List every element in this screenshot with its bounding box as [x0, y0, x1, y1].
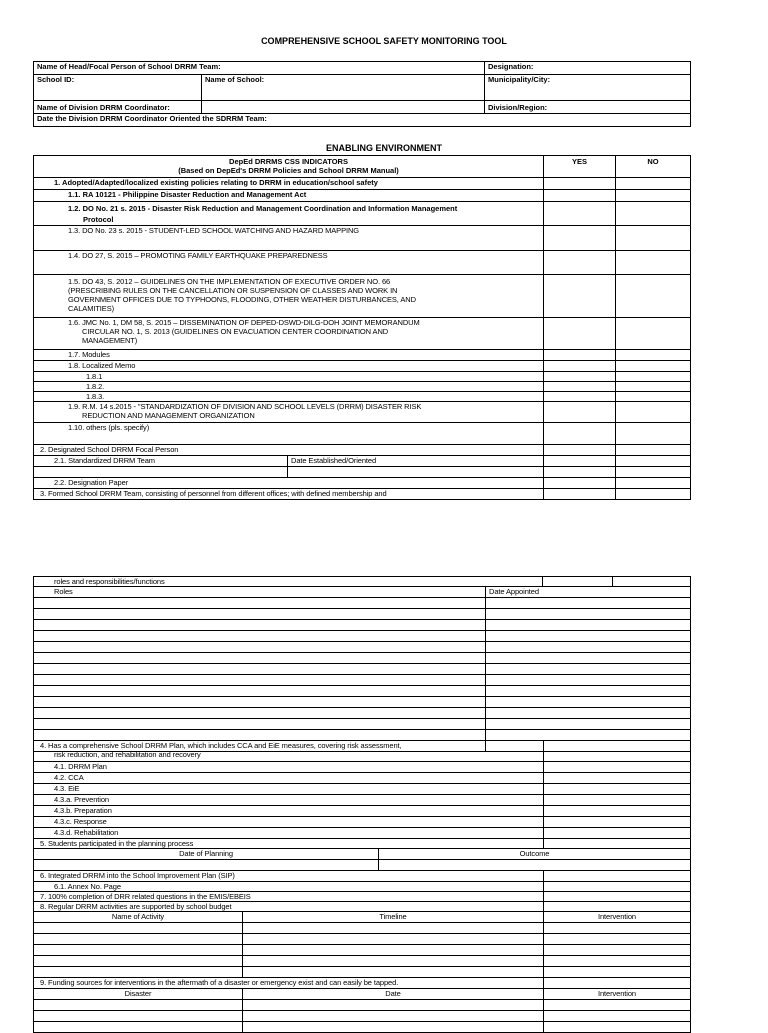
table-row: [34, 860, 691, 871]
date-appointed-field[interactable]: [486, 609, 691, 620]
table-row: [34, 719, 691, 730]
no-checkbox[interactable]: [616, 392, 691, 402]
table-row: 7. 100% completion of DRR related questions in the EMIS/EBEIS: [34, 892, 691, 902]
table-row: 1.5. DO 43, S. 2012 – GUIDELINES ON THE IMPLEMENTATION OF EXECUTIVE ORDER NO. 66 (PRESCRIBING RULES ON THE CANCELLATION OR SUSPENSION OF CLASSES AND WORK IN GOVERNMENT OFFICES DUE TO TYPHOONS, FLOODING, OTHER WEATHER DISTURBANCES, AND CALAMITIES): [34, 275, 691, 318]
roles-table: [33, 576, 691, 752]
timeline-field[interactable]: [243, 923, 544, 934]
table-row: 1.7. Modules: [34, 350, 691, 361]
yes-checkbox[interactable]: [544, 423, 616, 445]
table-row: [34, 1000, 691, 1011]
table-row: 2. Designated School DRRM Focal Person: [34, 445, 691, 456]
date-appointed-field[interactable]: [486, 642, 691, 653]
outcome-field[interactable]: [379, 860, 691, 871]
date-appointed-field[interactable]: [486, 719, 691, 730]
table-row: [34, 934, 691, 945]
indicators-header: DepEd DRRMS CSS INDICATORS: [229, 157, 348, 166]
intervention-header-2: Intervention: [544, 989, 691, 1000]
indicators-table: [33, 155, 691, 500]
table-row: [34, 664, 691, 675]
outcome-header: Outcome: [379, 849, 691, 860]
yes-checkbox[interactable]: [544, 251, 616, 275]
division-coordinator-label: Name of Division DRRM Coordinator:: [34, 101, 202, 114]
yes-checkbox[interactable]: [544, 190, 616, 202]
table-row: [34, 686, 691, 697]
head-focal-person-field[interactable]: Name of Head/Focal Person of School DRRM Team:: [34, 62, 485, 75]
table-row: 1.6. JMC No. 1, DM 58, S. 2015 – DISSEMINATION OF DEPED-DSWD-DILG-DOH JOINT MEMORANDUM CIRCULAR NO. 1, S. 2013 (GUIDELINES ON EVACUATION CENTER COORDINATION AND MANAGEMENT): [34, 318, 691, 350]
table-row: [34, 967, 691, 978]
table-header-row: [34, 156, 691, 178]
table-row: 1.2. DO No. 21 s. 2015 - Disaster Risk Reduction and Management Coordination and Information Management Protocol: [34, 202, 691, 226]
role-field[interactable]: [34, 719, 486, 730]
school-id-field[interactable]: School ID:: [34, 75, 202, 101]
intervention-field[interactable]: [544, 1022, 691, 1033]
date-appointed-field[interactable]: [486, 653, 691, 664]
table-row: [34, 708, 691, 719]
role-field[interactable]: [34, 708, 486, 719]
no-checkbox[interactable]: [616, 318, 691, 350]
role-field[interactable]: [34, 609, 486, 620]
yes-checkbox[interactable]: [544, 392, 616, 402]
table-row: 6. Integrated DRRM into the School Improvement Plan (SIP): [34, 871, 691, 882]
no-checkbox[interactable]: [616, 489, 691, 500]
activity-header-row: [34, 912, 691, 923]
no-checkbox[interactable]: [616, 361, 691, 372]
header-info-table: [33, 61, 691, 127]
table-row: 5. Students participated in the planning process: [34, 839, 691, 849]
table-row: [34, 631, 691, 642]
table-row: 4.3.c. Response: [34, 817, 691, 828]
date-field[interactable]: [243, 1000, 544, 1011]
table-row: 4.3.d. Rehabilitation: [34, 828, 691, 839]
date-of-planning-header: Date of Planning: [34, 849, 379, 860]
table-row: [34, 609, 691, 620]
yes-checkbox[interactable]: [544, 445, 616, 456]
no-checkbox[interactable]: [616, 275, 691, 318]
table-row: [34, 945, 691, 956]
document-title: COMPREHENSIVE SCHOOL SAFETY MONITORING TOOL: [261, 36, 507, 46]
date-appointed-field[interactable]: [486, 675, 691, 686]
date-of-planning-field[interactable]: [34, 860, 379, 871]
timeline-field[interactable]: [243, 934, 544, 945]
role-field[interactable]: [34, 642, 486, 653]
table-row: 4.3.a. Prevention: [34, 795, 691, 806]
role-field[interactable]: [34, 675, 486, 686]
date-established-field[interactable]: Date Established/Oriented: [288, 456, 544, 467]
date-field[interactable]: [243, 1011, 544, 1022]
activity-field[interactable]: [34, 956, 243, 967]
yes-checkbox[interactable]: [544, 318, 616, 350]
no-checkbox[interactable]: [616, 251, 691, 275]
yes-checkbox[interactable]: [544, 350, 616, 361]
role-field[interactable]: [34, 653, 486, 664]
role-field[interactable]: [34, 686, 486, 697]
no-checkbox[interactable]: [613, 577, 691, 587]
intervention-field[interactable]: [544, 1000, 691, 1011]
table-row: 4.2. CCA: [34, 773, 691, 784]
no-checkbox[interactable]: [616, 456, 691, 467]
table-row: [34, 730, 691, 741]
table-row: 1.10. others (pls. specify): [34, 423, 691, 445]
section-title: ENABLING ENVIRONMENT: [325, 143, 442, 153]
activity-field[interactable]: [34, 923, 243, 934]
intervention-field[interactable]: [544, 923, 691, 934]
yes-checkbox[interactable]: [544, 478, 616, 489]
no-checkbox[interactable]: [616, 226, 691, 251]
timeline-field[interactable]: [243, 956, 544, 967]
no-checkbox[interactable]: [616, 202, 691, 226]
table-row: 3. Formed School DRRM Team, consisting of personnel from different offices; with defined membership and: [34, 489, 691, 500]
table-row: 1.8.3.: [34, 392, 691, 402]
yes-checkbox[interactable]: [544, 467, 616, 478]
table-row: [34, 642, 691, 653]
role-field[interactable]: [34, 730, 486, 741]
no-checkbox[interactable]: [616, 372, 691, 382]
date-appointed-header: Date Appointed: [486, 587, 691, 598]
role-field[interactable]: [34, 697, 486, 708]
table-row: 1. Adopted/Adapted/localized existing policies relating to DRRM in education/school safety: [34, 178, 691, 190]
table-row: [34, 598, 691, 609]
table-row: [34, 923, 691, 934]
no-checkbox[interactable]: [616, 478, 691, 489]
table-row: [34, 1011, 691, 1022]
disaster-field[interactable]: [34, 1000, 243, 1011]
no-checkbox[interactable]: [616, 350, 691, 361]
table-row: 1.8.1: [34, 372, 691, 382]
table-row: 1.3. DO No. 23 s. 2015 - STUDENT-LED SCHOOL WATCHING AND HAZARD MAPPING: [34, 226, 691, 251]
table-row: [34, 620, 691, 631]
table-row: [34, 675, 691, 686]
table-row: 1.8. Localized Memo: [34, 361, 691, 372]
yes-no-field[interactable]: [544, 741, 691, 762]
yes-checkbox[interactable]: [544, 202, 616, 226]
name-of-activity-header: Name of Activity: [34, 912, 243, 923]
roles-header-row: [34, 587, 691, 598]
role-field[interactable]: [34, 631, 486, 642]
table-row: [34, 697, 691, 708]
table-row: roles and responsibilities/functions: [34, 577, 691, 587]
table-row: 1.1. RA 10121 - Philippine Disaster Reduction and Management Act: [34, 190, 691, 202]
timeline-header: Timeline: [243, 912, 544, 923]
table-row: 1.8.2.: [34, 382, 691, 392]
intervention-field[interactable]: [544, 967, 691, 978]
yes-checkbox[interactable]: [544, 489, 616, 500]
disaster-field[interactable]: [34, 1022, 243, 1033]
role-field[interactable]: [34, 598, 486, 609]
date-appointed-field[interactable]: [486, 664, 691, 675]
table-row: [34, 1022, 691, 1033]
disaster-field[interactable]: [34, 1011, 243, 1022]
indicators-subheader: (Based on DepEd's DRRM Policies and School DRRM Manual): [178, 166, 399, 175]
yes-checkbox[interactable]: [544, 226, 616, 251]
role-field[interactable]: [34, 664, 486, 675]
date-appointed-field[interactable]: [486, 620, 691, 631]
intervention-field[interactable]: [544, 1011, 691, 1022]
activity-field[interactable]: [34, 967, 243, 978]
date-appointed-field[interactable]: [486, 708, 691, 719]
table-row: [34, 467, 691, 478]
no-checkbox[interactable]: [616, 445, 691, 456]
designation-field[interactable]: Designation:: [485, 62, 691, 75]
yes-checkbox[interactable]: [544, 361, 616, 372]
division-coordinator-field[interactable]: [202, 101, 485, 114]
activity-field[interactable]: [34, 934, 243, 945]
date-appointed-field[interactable]: [486, 686, 691, 697]
table-row: 1.4. DO 27, S. 2015 – PROMOTING FAMILY EARTHQUAKE PREPAREDNESS: [34, 251, 691, 275]
no-checkbox[interactable]: [616, 423, 691, 445]
table-row: [34, 956, 691, 967]
yes-checkbox[interactable]: [544, 402, 616, 423]
table-row: 4.3. EiE: [34, 784, 691, 795]
table-row: 2.1. Standardized DRRM Team Date Established/Oriented: [34, 456, 691, 467]
planning-header-row: [34, 849, 691, 860]
school-name-field[interactable]: Name of School:: [202, 75, 485, 101]
table-row: [34, 653, 691, 664]
yes-checkbox[interactable]: [544, 372, 616, 382]
date-appointed-field[interactable]: [486, 631, 691, 642]
municipality-field[interactable]: Municipality/City:: [485, 75, 691, 101]
no-checkbox[interactable]: [616, 190, 691, 202]
no-checkbox[interactable]: [616, 178, 691, 190]
table-row: 4.3.b. Preparation: [34, 806, 691, 817]
table-row: 2.2. Designation Paper: [34, 478, 691, 489]
role-field[interactable]: [34, 620, 486, 631]
intervention-header: Intervention: [544, 912, 691, 923]
date-appointed-field[interactable]: [486, 730, 691, 741]
intervention-field[interactable]: [544, 956, 691, 967]
timeline-field[interactable]: [243, 945, 544, 956]
no-checkbox[interactable]: [616, 382, 691, 392]
intervention-field[interactable]: [544, 945, 691, 956]
table-row: 4. Has a comprehensive School DRRM Plan, which includes CCA and EiE measures, covering risk assessment, risk reduction, and rehabilitation and recovery: [34, 741, 691, 762]
no-checkbox[interactable]: [616, 402, 691, 423]
activity-field[interactable]: [34, 945, 243, 956]
yes-checkbox[interactable]: [544, 456, 616, 467]
date-field[interactable]: [243, 1022, 544, 1033]
date-appointed-field[interactable]: [486, 598, 691, 609]
yes-checkbox[interactable]: [544, 178, 616, 190]
no-column-header: NO: [616, 156, 691, 178]
disaster-header-row: [34, 989, 691, 1000]
yes-checkbox[interactable]: [544, 382, 616, 392]
table-row: 6.1. Annex No. Page: [34, 882, 691, 892]
date-header: Date: [243, 989, 544, 1000]
division-region-field[interactable]: Division/Region:: [485, 101, 691, 114]
yes-checkbox[interactable]: [544, 275, 616, 318]
plan-table: [33, 740, 691, 1033]
date-appointed-field[interactable]: [486, 697, 691, 708]
date-oriented-field[interactable]: Date the Division DRRM Coordinator Oriented the SDRRM Team:: [34, 114, 691, 127]
table-row: 1.9. R.M. 14 s.2015 - "STANDARDIZATION OF DIVISION AND SCHOOL LEVELS (DRRM) DISASTER RISK REDUCTION AND MANAGEMENT ORGANIZATION: [34, 402, 691, 423]
intervention-field[interactable]: [544, 934, 691, 945]
timeline-field[interactable]: [243, 967, 544, 978]
roles-header: Roles: [34, 587, 486, 598]
yes-column-header: YES: [544, 156, 616, 178]
disaster-header: Disaster: [34, 989, 243, 1000]
table-row: 8. Regular DRRM activities are supported by school budget: [34, 902, 691, 912]
table-row: 9. Funding sources for interventions in the aftermath of a disaster or emergency exist and can easily be tapped.: [34, 978, 691, 989]
no-checkbox[interactable]: [616, 467, 691, 478]
table-row: 4.1. DRRM Plan: [34, 762, 691, 773]
yes-checkbox[interactable]: [543, 577, 613, 587]
